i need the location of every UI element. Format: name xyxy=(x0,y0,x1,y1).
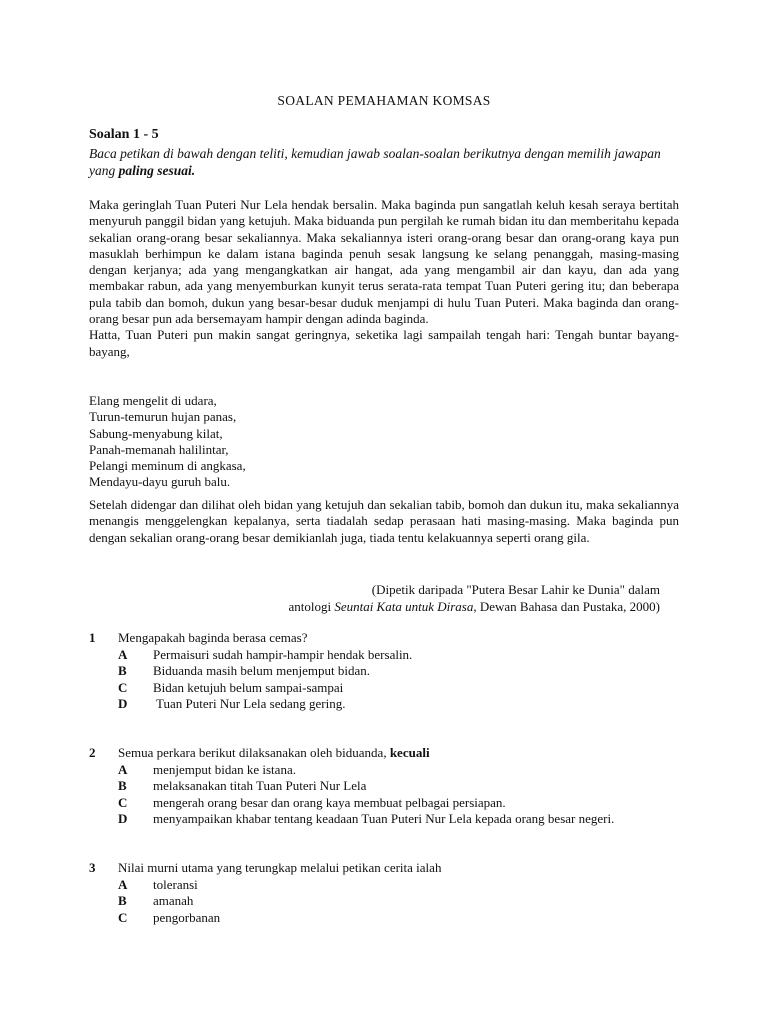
instruction-body: Baca petikan di bawah dengan teliti, kemudian jawab soalan-soalan berikutnya dengan memilih jawapan yang xyxy=(89,146,661,178)
poem-line: Turun-temurun hujan panas, xyxy=(89,409,237,425)
reading-passage xyxy=(89,197,679,360)
option-text: mengerah orang besar dan orang kaya membuat pelbagai persiapan. xyxy=(153,794,506,810)
poem-line: Sabung-menyabung kilat, xyxy=(89,425,223,441)
question-number: 1 xyxy=(89,630,96,645)
source-citation xyxy=(0,582,660,615)
poem xyxy=(89,393,489,491)
option-text: melaksanakan titah Tuan Puteri Nur Lela xyxy=(153,778,367,793)
poem-line: Panah-memanah halilintar, xyxy=(89,441,229,457)
option-letter: B xyxy=(118,663,127,678)
passage-paragraph: Maka geringlah Tuan Puteri Nur Lela hendak bersalin. Maka baginda pun sangatlah keluh kesah seraya bertitah menyuruh panggil bidan yang ketujuh. Maka biduanda pun pergilah ke rumah bidan itu dan memberitahu kepada sekalian orang-orang besar sekaliannya. Maka sekaliannya isteri orang-orang besar dan orang-orang kaya pun masuklah berhimpun ke dalam istana baginda penuh sesak langsung ke selang penanggah, masing-masing dengan kerjanya; ada yang mengangkatkan air hangat, ada yang mengambil air dan kayu, dan ada yang membakar rabun, ada yang menyemburkan kunyit terus serata-rata tempat Tuan Puteri gering itu; dan beberapa pula tabib dan bomoh, dukun yang besar-besar duduk menjampi di hulu Tuan Puteri. Maka baginda dan orang-orang besar pun ada bersemayam hampir dengan adinda baginda. xyxy=(89,197,679,327)
option-text: menjemput bidan ke istana. xyxy=(153,761,296,777)
citation-book-title: Seuntai Kata untuk Dirasa xyxy=(334,598,474,614)
citation-line-1: (Dipetik daripada "Putera Besar Lahir ke Dunia" dalam xyxy=(371,582,660,597)
section-heading: Soalan 1 - 5 xyxy=(89,127,159,142)
option-text: toleransi xyxy=(153,876,198,892)
option-letter: A xyxy=(118,876,128,892)
instruction-emphasis: paling sesuai. xyxy=(118,163,196,178)
option-text: amanah xyxy=(153,893,194,908)
option-letter: D xyxy=(118,696,128,711)
instruction-text xyxy=(89,145,681,179)
passage-paragraph: Hatta, Tuan Puteri pun makin sangat geringnya, seketika lagi sampailah tengah hari: Tengah buntar bayang-bayang, xyxy=(89,327,679,359)
closing-paragraph: Setelah didengar dan dilihat oleh bidan yang ketujuh dan sekalian tabib, bomoh dan dukun itu, maka sekaliannya menangis menggelengkan kepalanya, serta tiadalah sedap perasaan hati masing-masing. Maka baginda pun dengan sekalian orang-orang besar demikianlah juga, tiada tentu kelakuannya seperti orang gila. xyxy=(89,497,679,545)
option-letter: B xyxy=(118,778,127,793)
option-letter: C xyxy=(118,794,128,810)
citation-line-2 xyxy=(0,599,660,616)
question-stem-emphasis: kecuali xyxy=(389,745,430,760)
option-letter: B xyxy=(118,893,127,908)
citation-publisher: , Dewan Bahasa dan Pustaka, 2000) xyxy=(473,598,660,614)
option-letter: A xyxy=(118,761,128,777)
poem-line: Elang mengelit di udara, xyxy=(89,393,217,408)
document-title: SOALAN PEMAHAMAN KOMSAS xyxy=(277,93,491,108)
poem-line: Pelangi meminum di angkasa, xyxy=(89,458,246,474)
question-stem-text: Semua perkara berikut dilaksanakan oleh biduanda, xyxy=(118,745,390,760)
question-number: 2 xyxy=(89,745,96,760)
option-letter: C xyxy=(118,909,128,925)
question-number: 3 xyxy=(89,860,96,875)
question-stem: Mengapakah baginda berasa cemas? xyxy=(118,630,308,645)
option-text: Tuan Puteri Nur Lela sedang gering. xyxy=(153,696,346,711)
poem-line: Mendayu-dayu guruh balu. xyxy=(89,474,231,490)
option-letter: D xyxy=(118,811,128,826)
option-text: Permaisuri sudah hampir-hampir hendak bersalin. xyxy=(153,646,413,662)
option-letter: A xyxy=(118,646,128,662)
option-text: menyampaikan khabar tentang keadaan Tuan Puteri Nur Lela kepada orang besar negeri. xyxy=(153,811,615,826)
option-text: Biduanda masih belum menjemput bidan. xyxy=(153,663,370,678)
option-text: Bidan ketujuh belum sampai-sampai xyxy=(153,679,344,695)
question-stem: Nilai murni utama yang terungkap melalui petikan cerita ialah xyxy=(118,860,442,875)
question-stem xyxy=(118,745,430,761)
citation-prefix: antologi xyxy=(288,598,335,614)
option-letter: C xyxy=(118,679,128,695)
option-text: pengorbanan xyxy=(153,909,221,925)
